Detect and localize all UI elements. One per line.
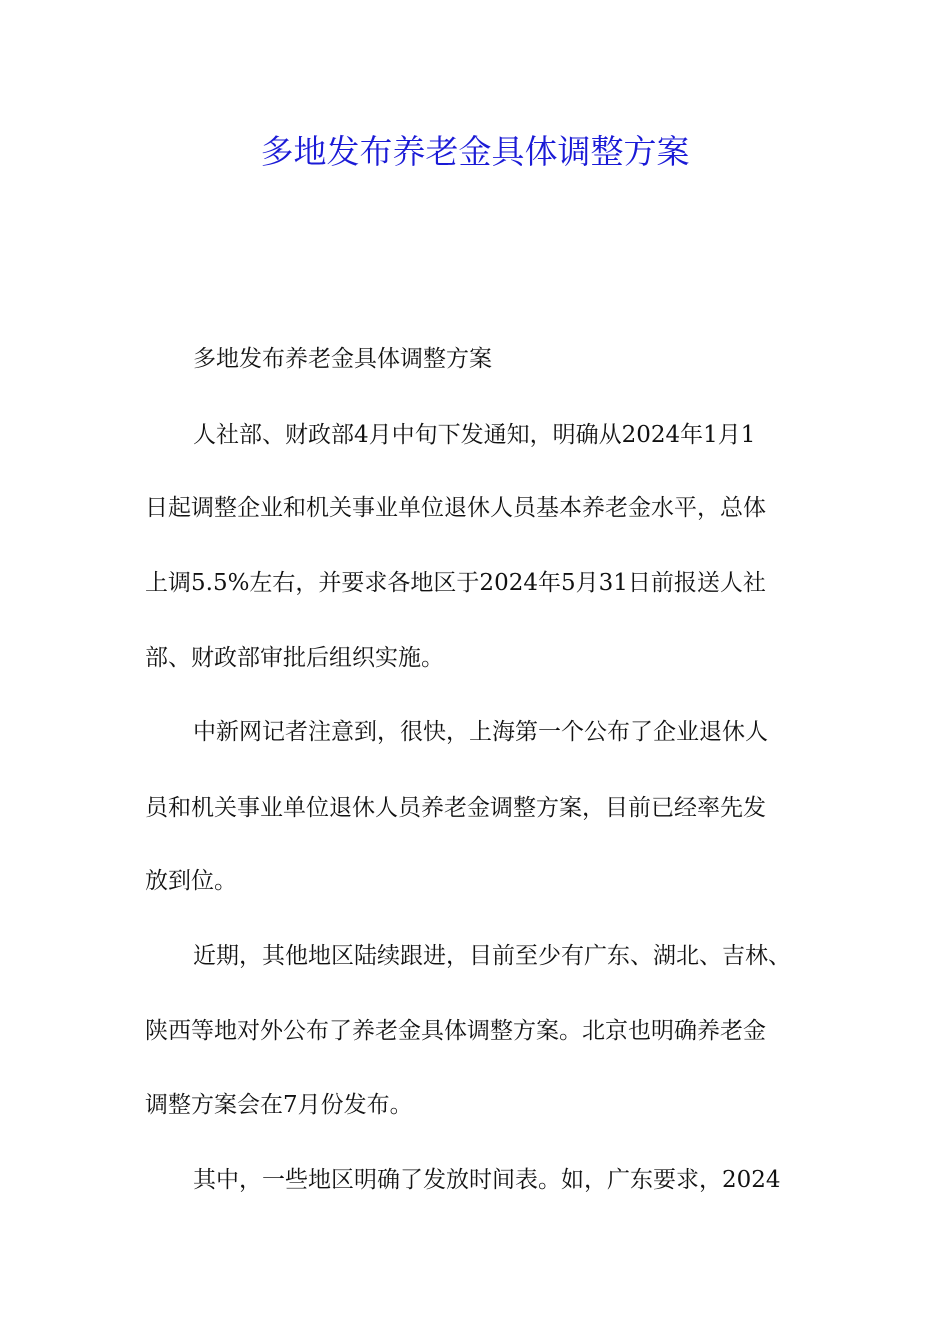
paragraph-line: 近期，其他地区陆续跟进，目前至少有广东、湖北、吉林、 — [193, 943, 791, 969]
document-title: 多地发布养老金具体调整方案 — [260, 132, 690, 171]
paragraph-line: 员和机关事业单位退休人员养老金调整方案，目前已经率先发 — [145, 795, 766, 821]
paragraph-line: 调整方案会在7月份发布。 — [145, 1092, 413, 1118]
paragraph-line: 部、财政部审批后组织实施。 — [145, 645, 444, 671]
paragraph-line: 上调5.5%左右，并要求各地区于2024年5月31日前报送人社 — [145, 570, 766, 596]
paragraph-line: 放到位。 — [145, 868, 237, 894]
paragraph-line: 日起调整企业和机关事业单位退休人员基本养老金水平，总体 — [145, 495, 766, 521]
paragraph-line: 中新网记者注意到，很快，上海第一个公布了企业退休人 — [193, 719, 768, 745]
paragraph-line: 陕西等地对外公布了养老金具体调整方案。北京也明确养老金 — [145, 1018, 766, 1044]
paragraph-line: 多地发布养老金具体调整方案 — [193, 346, 492, 372]
paragraph-line: 其中，一些地区明确了发放时间表。如，广东要求，2024 — [193, 1167, 781, 1193]
paragraph-line: 人社部、财政部4月中旬下发通知，明确从2024年1月1 — [193, 422, 756, 448]
